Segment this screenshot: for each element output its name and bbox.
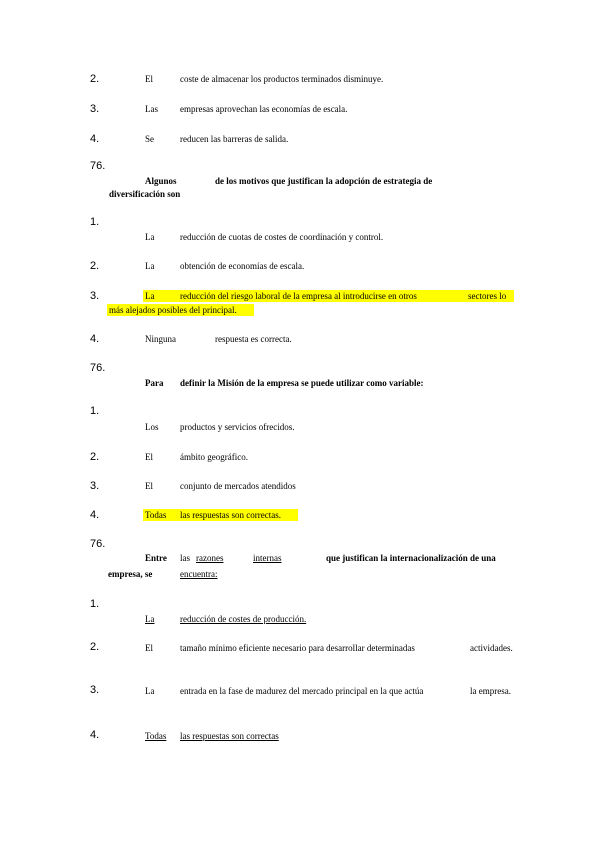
question-text: empresa, se: [108, 569, 153, 579]
option-number: 2.: [90, 260, 100, 272]
option-number: 1.: [90, 405, 100, 417]
option-text: Todas: [145, 731, 167, 741]
option-text: Todas: [145, 510, 167, 520]
option-text: conjunto de mercados atendidos: [180, 481, 296, 491]
option-text: tamaño mínimo eficiente necesario para desarrollar determinadas: [180, 643, 415, 653]
option-text: El: [145, 643, 153, 653]
option-number: 4.: [90, 333, 100, 345]
option-number: 2.: [90, 73, 100, 85]
option-text: la empresa.: [470, 686, 511, 696]
option-text: El: [145, 74, 153, 84]
question-text: las: [180, 553, 190, 563]
option-text: productos y servicios ofrecidos.: [180, 422, 295, 432]
option-text: ámbito geográfico.: [180, 452, 248, 462]
question-text: encuentra:: [180, 569, 218, 579]
question-number: 76.: [90, 362, 106, 374]
option-number: 4.: [90, 729, 100, 741]
question-text: internas: [253, 553, 282, 563]
question-text: que justifican la internacionalización de una: [326, 553, 496, 563]
option-text: reducción del riesgo laboral de la empresa al introducirse en otros: [180, 291, 417, 301]
option-number: 3.: [90, 103, 100, 115]
option-text: las respuestas son correctas.: [180, 510, 281, 520]
option-text: La: [145, 291, 155, 301]
question-text: diversificación son: [109, 189, 181, 199]
option-number: 3.: [90, 480, 100, 492]
option-number: 3.: [90, 684, 100, 696]
option-text: La: [145, 232, 155, 242]
option-text: Se: [145, 134, 154, 144]
option-text: reducción de cuotas de costes de coordinación y control.: [180, 232, 384, 242]
option-text: coste de almacenar los productos terminados disminuye.: [180, 74, 384, 84]
option-text: obtención de economías de escala.: [180, 261, 305, 271]
option-number: 1.: [90, 598, 100, 610]
option-number: 3.: [90, 290, 100, 302]
option-text: reducen las barreras de salida.: [180, 134, 289, 144]
option-text: sectores lo: [468, 291, 507, 301]
question-text: Para: [145, 378, 164, 388]
option-number: 2.: [90, 641, 100, 653]
option-text: empresas aprovechan las economías de escala.: [180, 104, 348, 114]
question-text: de los motivos que justifican la adopción de estrategia de: [215, 176, 433, 186]
question-number: 76.: [90, 538, 106, 550]
option-text: El: [145, 481, 153, 491]
question-text: definir la Misión de la empresa se puede utilizar como variable:: [180, 378, 424, 388]
option-number: 2.: [90, 451, 100, 463]
question-number: 76.: [90, 160, 106, 172]
option-text: La: [145, 614, 155, 624]
option-text: Los: [145, 422, 159, 432]
option-text: reducción de costes de producción.: [180, 614, 307, 624]
question-text: Entre: [145, 553, 167, 563]
option-number: 1.: [90, 216, 100, 228]
option-text: La: [145, 261, 155, 271]
option-text: Ninguna: [145, 334, 176, 344]
option-text: La: [145, 686, 155, 696]
option-text: El: [145, 452, 153, 462]
option-number: 4.: [90, 509, 100, 521]
option-text: Las: [145, 104, 158, 114]
question-text: razones: [196, 553, 224, 563]
option-text: actividades.: [470, 643, 513, 653]
question-text: Algunos: [145, 176, 177, 186]
option-text: las respuestas son correctas: [180, 731, 279, 741]
option-text: entrada en la fase de madurez del mercado principal en la que actúa: [180, 686, 424, 696]
option-number: 4.: [90, 133, 100, 145]
option-text: respuesta es correcta.: [215, 334, 292, 344]
option-text: más alejados posibles del principal.: [109, 305, 237, 315]
